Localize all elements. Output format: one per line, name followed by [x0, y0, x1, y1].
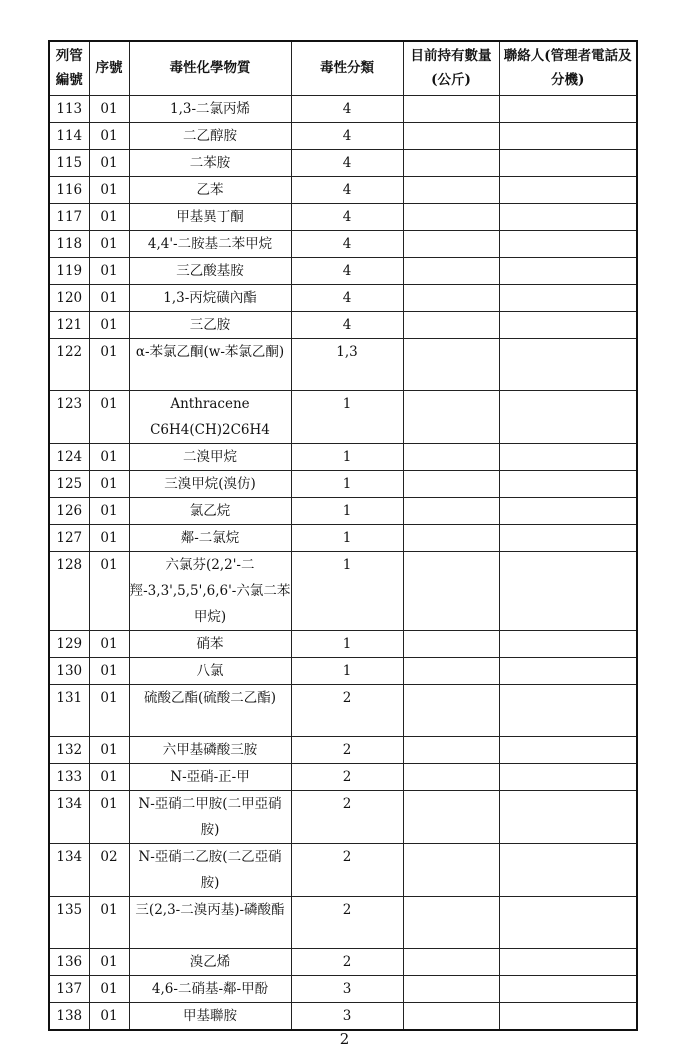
sequence-cell: 02: [89, 843, 129, 896]
sequence-cell: 01: [89, 230, 129, 257]
chemical-name: 甲基異丁酮: [176, 208, 244, 225]
control-number-cell: 127: [49, 524, 89, 551]
chemical-name: 三(2,3-二溴丙基)-磷酸酯: [135, 901, 285, 918]
toxicity-class-cell: 1: [291, 657, 403, 684]
chemical-name-cell: [129, 896, 291, 948]
chemical-name-cell: [129, 338, 291, 390]
header-contact: 聯絡人(管理者電話及分機): [499, 41, 637, 95]
chemical-name: 1,3-丙烷磺內酯: [163, 289, 257, 306]
control-number-cell: 129: [49, 630, 89, 657]
quantity-cell: [403, 257, 499, 284]
contact-cell: [499, 843, 637, 896]
quantity-cell: [403, 390, 499, 443]
sequence-cell: 01: [89, 390, 129, 443]
sequence-cell: 01: [89, 470, 129, 497]
quantity-cell: [403, 95, 499, 122]
toxicity-class-cell: 1: [291, 524, 403, 551]
control-number-cell: 117: [49, 203, 89, 230]
chemical-name: 三乙胺: [189, 316, 231, 333]
page-number: 2: [339, 1030, 350, 1048]
chemical-name-cell: [129, 230, 291, 257]
contact-cell: [499, 443, 637, 470]
toxicity-class-cell: 4: [291, 122, 403, 149]
chemical-name: 鄰-二氯烷: [180, 529, 240, 546]
header-toxicity-class: 毒性分類: [291, 41, 403, 95]
chemical-name: Anthracene: [170, 395, 250, 412]
quantity-cell: [403, 203, 499, 230]
quantity-cell: [403, 948, 499, 975]
sequence-cell: 01: [89, 736, 129, 763]
sequence-cell: 01: [89, 630, 129, 657]
contact-cell: [499, 763, 637, 790]
toxicity-class-cell: 4: [291, 149, 403, 176]
sequence-cell: 01: [89, 524, 129, 551]
header-control-number: 列管編號: [49, 41, 89, 95]
table-row: [49, 230, 637, 257]
chemical-name: 4,4'-二胺基二苯甲烷: [147, 235, 273, 252]
contact-cell: [499, 657, 637, 684]
chemical-name: 三溴甲烷(溴仿): [164, 475, 256, 492]
quantity-cell: [403, 497, 499, 524]
contact-cell: [499, 149, 637, 176]
contact-cell: [499, 790, 637, 843]
table-row: [49, 684, 637, 736]
chemical-name: 二乙醇胺: [183, 127, 237, 144]
quantity-cell: [403, 230, 499, 257]
sequence-cell: 01: [89, 896, 129, 948]
contact-cell: [499, 95, 637, 122]
chemical-name-cell: [129, 763, 291, 790]
quantity-cell: [403, 736, 499, 763]
toxicity-class-cell: 2: [291, 843, 403, 896]
contact-cell: [499, 896, 637, 948]
chemical-name-cell: [129, 1002, 291, 1030]
toxicity-class-cell: 2: [291, 948, 403, 975]
table-row: [49, 630, 637, 657]
table-row: [49, 470, 637, 497]
sequence-cell: 01: [89, 551, 129, 630]
control-number-cell: 118: [49, 230, 89, 257]
control-number-cell: 114: [49, 122, 89, 149]
toxicity-class-cell: 4: [291, 203, 403, 230]
quantity-cell: [403, 122, 499, 149]
chemical-name-cell: [129, 551, 291, 630]
toxicity-class-cell: 4: [291, 311, 403, 338]
control-number-cell: 120: [49, 284, 89, 311]
sequence-cell: 01: [89, 443, 129, 470]
table-row: [49, 176, 637, 203]
control-number-cell: 126: [49, 497, 89, 524]
table-row: [49, 284, 637, 311]
toxicity-class-cell: 2: [291, 790, 403, 843]
contact-cell: [499, 203, 637, 230]
quantity-cell: [403, 975, 499, 1002]
quantity-cell: [403, 657, 499, 684]
control-number-cell: 134: [49, 843, 89, 896]
chemical-name-cell: [129, 524, 291, 551]
sequence-cell: 01: [89, 203, 129, 230]
chemical-name: 三乙酸基胺: [176, 262, 244, 279]
sequence-cell: 01: [89, 95, 129, 122]
table-row: [49, 657, 637, 684]
control-number-cell: 124: [49, 443, 89, 470]
sequence-cell: 01: [89, 257, 129, 284]
chemical-name-cell: [129, 203, 291, 230]
control-number-cell: 135: [49, 896, 89, 948]
table-row: [49, 843, 637, 896]
toxicity-class-cell: 4: [291, 95, 403, 122]
toxicity-class-cell: 2: [291, 896, 403, 948]
quantity-cell: [403, 176, 499, 203]
chemical-name: 1,3-二氯丙烯: [169, 100, 251, 117]
table-row: [49, 257, 637, 284]
chemical-name: N-亞硝-正-甲: [170, 768, 250, 785]
quantity-cell: [403, 524, 499, 551]
control-number-cell: 123: [49, 390, 89, 443]
contact-cell: [499, 284, 637, 311]
table-row: [49, 1002, 637, 1030]
contact-cell: [499, 497, 637, 524]
sequence-cell: 01: [89, 948, 129, 975]
chemical-name: 乙苯: [196, 181, 224, 198]
toxicity-class-cell: 1: [291, 443, 403, 470]
chemical-name-cell: [129, 736, 291, 763]
quantity-cell: [403, 763, 499, 790]
contact-cell: [499, 311, 637, 338]
contact-cell: [499, 1002, 637, 1030]
control-number-cell: 136: [49, 948, 89, 975]
control-number-cell: 138: [49, 1002, 89, 1030]
quantity-cell: [403, 843, 499, 896]
toxicity-class-cell: 1: [291, 390, 403, 443]
contact-cell: [499, 551, 637, 630]
chemical-name: 二苯胺: [189, 154, 231, 171]
control-number-cell: 128: [49, 551, 89, 630]
control-number-cell: 137: [49, 975, 89, 1002]
control-number-cell: 115: [49, 149, 89, 176]
table-row: [49, 896, 637, 948]
chemical-name-cell: [129, 470, 291, 497]
contact-cell: [499, 470, 637, 497]
quantity-cell: [403, 338, 499, 390]
chemical-name: 六甲基磷酸三胺: [162, 741, 258, 758]
chemical-name-cell: [129, 975, 291, 1002]
chemical-name-cell: [129, 122, 291, 149]
sequence-cell: 01: [89, 497, 129, 524]
sequence-cell: 01: [89, 790, 129, 843]
chemical-name-cell: [129, 843, 291, 896]
quantity-cell: [403, 551, 499, 630]
sequence-cell: 01: [89, 1002, 129, 1030]
quantity-cell: [403, 311, 499, 338]
contact-cell: [499, 257, 637, 284]
control-number-cell: 113: [49, 95, 89, 122]
chemical-name: 溴乙烯: [189, 953, 231, 970]
quantity-cell: [403, 790, 499, 843]
control-number-cell: 132: [49, 736, 89, 763]
table-row: [49, 948, 637, 975]
header-chemical-name: 毒性化學物質: [129, 41, 291, 95]
toxicity-class-cell: 4: [291, 176, 403, 203]
table-row: [49, 149, 637, 176]
control-number-cell: 133: [49, 763, 89, 790]
chemical-name-cell: [129, 630, 291, 657]
control-number-cell: 121: [49, 311, 89, 338]
sequence-cell: 01: [89, 284, 129, 311]
sequence-cell: 01: [89, 684, 129, 736]
table-row: [49, 311, 637, 338]
chemical-name: 硫酸乙酯(硫酸二乙酯): [143, 689, 277, 706]
chemical-formula: C6H4(CH)2C6H4: [150, 421, 270, 438]
chemical-name-cell: [129, 497, 291, 524]
quantity-cell: [403, 149, 499, 176]
contact-cell: [499, 338, 637, 390]
control-number-cell: 134: [49, 790, 89, 843]
sequence-cell: 01: [89, 311, 129, 338]
contact-cell: [499, 948, 637, 975]
contact-cell: [499, 975, 637, 1002]
chemical-name-cell: [129, 95, 291, 122]
chemical-name: N-亞硝二乙胺(二乙亞硝胺): [138, 848, 282, 891]
toxicity-class-cell: 2: [291, 684, 403, 736]
toxicity-class-cell: 1: [291, 630, 403, 657]
sequence-cell: 01: [89, 763, 129, 790]
chemical-name-cell: [129, 257, 291, 284]
chemical-name: 八氯: [196, 662, 224, 679]
table-row: [49, 95, 637, 122]
table-row: [49, 975, 637, 1002]
control-number-cell: 122: [49, 338, 89, 390]
chemical-name-cell: [129, 443, 291, 470]
contact-cell: [499, 630, 637, 657]
table-row: [49, 497, 637, 524]
table-row: [49, 338, 637, 390]
chemical-name-cell: [129, 176, 291, 203]
contact-cell: [499, 230, 637, 257]
contact-cell: [499, 736, 637, 763]
chemical-name: α-苯氯乙酮(w-苯氯乙酮): [135, 343, 285, 360]
header-sequence: 序號: [89, 41, 129, 95]
chemical-name: 六氯芬(2,2'-二羥-3,3',5,5',6,6'-六氯二苯甲烷): [129, 556, 291, 625]
table-row: [49, 390, 637, 443]
contact-cell: [499, 390, 637, 443]
control-number-cell: 130: [49, 657, 89, 684]
chemical-name: 甲基聯胺: [183, 1007, 237, 1024]
chemical-name-cell: [129, 948, 291, 975]
chemical-name-cell: [129, 311, 291, 338]
quantity-cell: [403, 684, 499, 736]
chemical-name-cell: [129, 149, 291, 176]
header-quantity: 目前持有數量(公斤): [403, 41, 499, 95]
toxicity-class-cell: 1: [291, 470, 403, 497]
control-number-cell: 116: [49, 176, 89, 203]
toxic-chemicals-table: [48, 40, 638, 1031]
chemical-name: 二溴甲烷: [183, 448, 237, 465]
toxicity-class-cell: 4: [291, 230, 403, 257]
chemical-name-cell: [129, 684, 291, 736]
chemical-name: 氯乙烷: [189, 502, 231, 519]
toxicity-class-cell: 4: [291, 284, 403, 311]
toxicity-class-cell: 1,3: [291, 338, 403, 390]
chemical-name: 硝苯: [196, 635, 224, 652]
table-row: [49, 790, 637, 843]
sequence-cell: 01: [89, 176, 129, 203]
control-number-cell: 119: [49, 257, 89, 284]
quantity-cell: [403, 1002, 499, 1030]
toxicity-class-cell: 4: [291, 257, 403, 284]
table-row: [49, 763, 637, 790]
toxicity-class-cell: 2: [291, 736, 403, 763]
quantity-cell: [403, 443, 499, 470]
chemical-name: 4,6-二硝基-鄰-甲酚: [151, 980, 269, 997]
chemical-name: N-亞硝二甲胺(二甲亞硝胺): [138, 795, 282, 838]
table-row: [49, 203, 637, 230]
sequence-cell: 01: [89, 149, 129, 176]
contact-cell: [499, 684, 637, 736]
control-number-cell: 131: [49, 684, 89, 736]
toxicity-class-cell: 1: [291, 551, 403, 630]
quantity-cell: [403, 630, 499, 657]
quantity-cell: [403, 470, 499, 497]
contact-cell: [499, 176, 637, 203]
table-row: [49, 551, 637, 630]
table-row: [49, 443, 637, 470]
sequence-cell: 01: [89, 122, 129, 149]
toxicity-class-cell: 3: [291, 1002, 403, 1030]
contact-cell: [499, 524, 637, 551]
toxicity-class-cell: 2: [291, 763, 403, 790]
chemical-name-cell: [129, 657, 291, 684]
sequence-cell: 01: [89, 657, 129, 684]
table-row: [49, 524, 637, 551]
table-row: [49, 122, 637, 149]
control-number-cell: 125: [49, 470, 89, 497]
sequence-cell: 01: [89, 975, 129, 1002]
chemical-name-cell: [129, 390, 291, 443]
toxicity-class-cell: 1: [291, 497, 403, 524]
quantity-cell: [403, 284, 499, 311]
toxicity-class-cell: 3: [291, 975, 403, 1002]
contact-cell: [499, 122, 637, 149]
quantity-cell: [403, 896, 499, 948]
sequence-cell: 01: [89, 338, 129, 390]
chemical-name-cell: [129, 790, 291, 843]
table-row: [49, 736, 637, 763]
header-row: [49, 41, 637, 95]
chemical-name-cell: [129, 284, 291, 311]
